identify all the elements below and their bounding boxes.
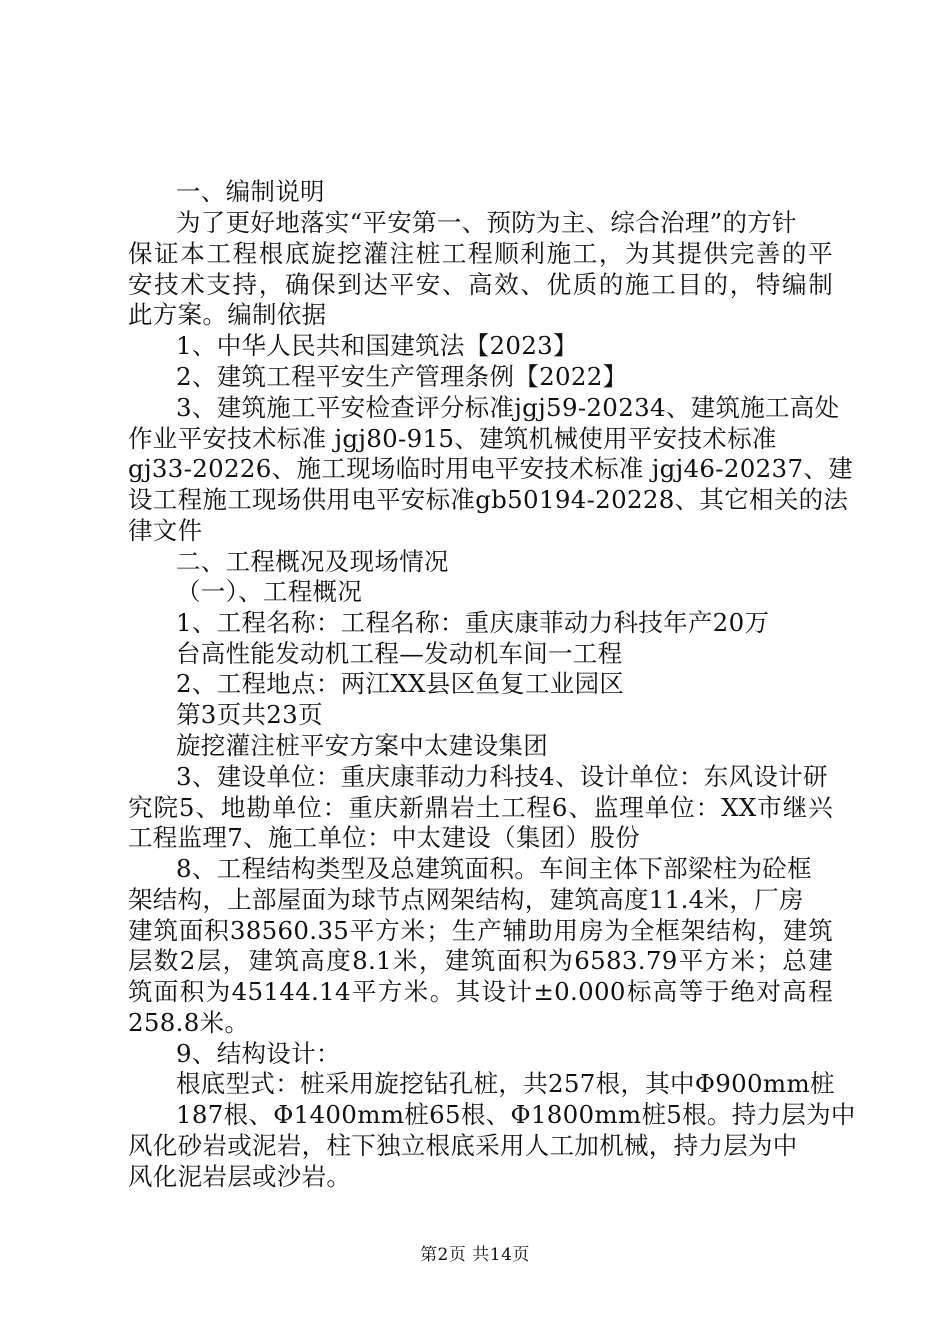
inline-page-number: 第3页共23页 bbox=[176, 700, 323, 729]
paragraph-line: 安技术支持，确保到达平安、高效、优质的施工目的，特编制 bbox=[128, 270, 833, 299]
paragraph-line: 风化砂岩或泥岩，柱下独立根底采用人工加机械，持力层为中 bbox=[128, 1131, 798, 1160]
paragraph-line: 工程监理7、施工单位：中太建设（集团）股份 bbox=[128, 823, 640, 852]
list-item: 2、工程地点：两江XX县区鱼复工业园区 bbox=[176, 669, 625, 698]
list-item: 1、工程名称：工程名称：重庆康菲动力科技年产20万 bbox=[176, 608, 770, 637]
paragraph-line: gj33-20226、施工现场临时用电平安技术标准 jgj46-20237、建 bbox=[128, 454, 853, 483]
section-heading-1: 一、编制说明 bbox=[176, 177, 325, 206]
list-item: 2、建筑工程平安生产管理条例【2022】 bbox=[176, 362, 628, 391]
paragraph-line: 筑面积为45144.14平方米。其设计±0.000标高等于绝对高程 bbox=[128, 977, 833, 1006]
list-item: 9、结构设计： bbox=[176, 1039, 341, 1068]
paragraph-line: 建筑面积38560.35平方米；生产辅助用房为全框架结构，建筑 bbox=[128, 916, 833, 945]
paragraph-line: 律文件 bbox=[128, 516, 203, 545]
section-heading-2: 二、工程概况及现场情况 bbox=[176, 547, 449, 576]
paragraph-line: 设工程施工现场供用电平安标准gb50194-20228、其它相关的法 bbox=[128, 485, 849, 514]
paragraph-line: 层数2层，建筑高度8.1米，建筑面积为6583.79平方米；总建 bbox=[128, 946, 833, 975]
paragraph-line: 台高性能发动机工程—发动机车间一工程 bbox=[176, 639, 623, 668]
list-item: 3、建筑施工平安检查评分标准jgj59-20234、建筑施工高处 bbox=[176, 393, 840, 422]
list-item: 8、工程结构类型及总建筑面积。车间主体下部梁柱为砼框 bbox=[176, 854, 812, 883]
list-item: 3、建设单位：重庆康菲动力科技4、设计单位：东风设计研 bbox=[176, 762, 828, 791]
subsection-heading: （一）、工程概况 bbox=[176, 577, 363, 606]
paragraph-line: 此方案。编制依据 bbox=[128, 300, 327, 329]
page-footer: 第2页 共14页 bbox=[420, 1245, 530, 1265]
paragraph-line: 究院5、地勘单位：重庆新鼎岩土工程6、监理单位：XX市继兴 bbox=[128, 793, 833, 822]
list-item: 1、中华人民共和国建筑法【2023】 bbox=[176, 331, 578, 360]
paragraph-line: 保证本工程根底旋挖灌注桩工程顺利施工，为其提供完善的平 bbox=[128, 239, 833, 268]
paragraph-line: 风化泥岩层或沙岩。 bbox=[128, 1162, 352, 1191]
paragraph-line: 作业平安技术标准 jgj80-915、建筑机械使用平安技术标准 bbox=[128, 424, 777, 453]
paragraph-line: 架结构，上部屋面为球节点网架结构，建筑高度11.4米，厂房 bbox=[128, 885, 804, 914]
inline-header: 旋挖灌注桩平安方案中太建设集团 bbox=[176, 731, 548, 760]
paragraph-line: 根底型式：桩采用旋挖钻孔桩，共257根，其中Φ900mm桩 bbox=[176, 1069, 835, 1098]
paragraph-line: 187根、Φ1400mm桩65根、Φ1800mm桩5根。持力层为中 bbox=[176, 1100, 856, 1129]
paragraph-line: 为了更好地落实“平安第一、预防为主、综合治理”的方针 bbox=[176, 208, 797, 237]
paragraph-line: 258.8米。 bbox=[128, 1008, 250, 1037]
